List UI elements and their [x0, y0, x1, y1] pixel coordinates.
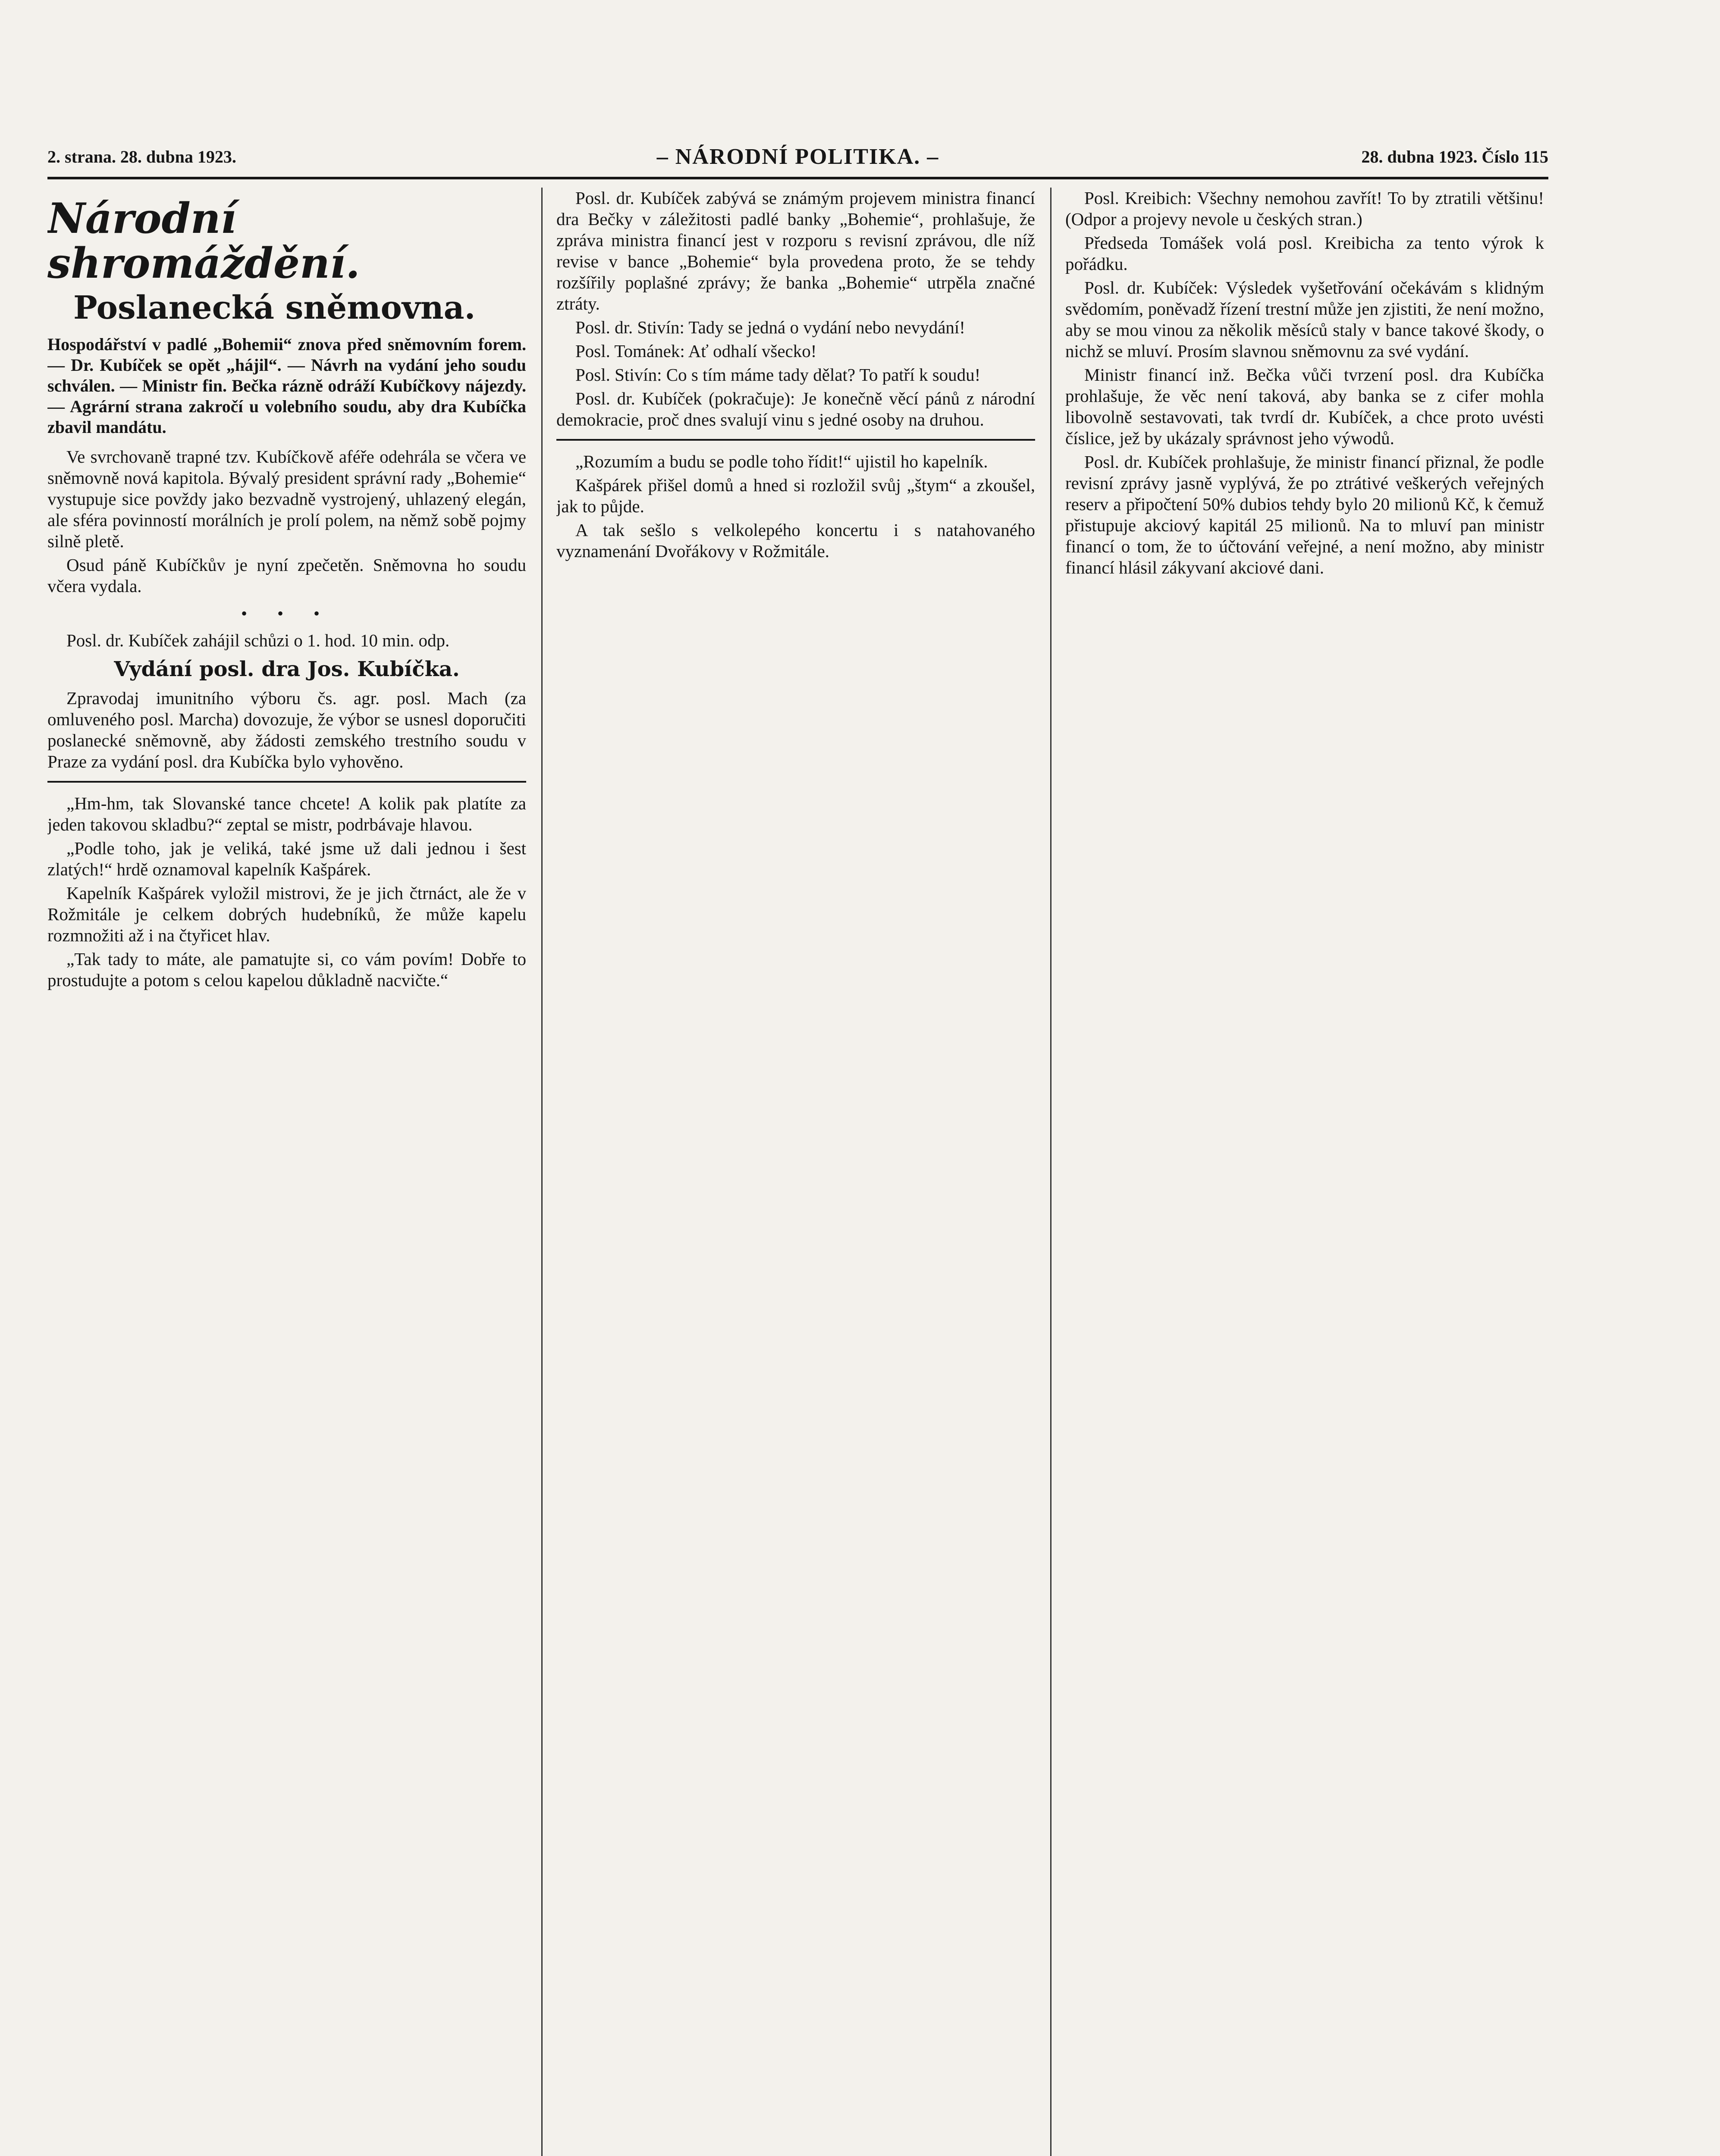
masthead — [47, 129, 1548, 179]
paragraph: Posl. dr. Kubíček prohlašuje, že ministr financí přiznal, že podle revisní zprávy jasně vyplývá, že po ztrátivé veškerých veřejných reserv a připočtení 50% dubios tehdy bylo 20 milionů Kč, k čemuž přistupuje akciový kapitál 25 milionů. Na to mluví pan ministr financí o tom, že to účtování veřejné, a není možno, aby ministr financí hlásil zákyvaní akciové dani. — [1065, 452, 1544, 577]
serial-story — [556, 451, 1035, 562]
paragraph: „Rozumím a budu se podle toho řídit!“ ujistil ho kapelník. — [575, 451, 988, 471]
column-1 — [47, 188, 526, 2156]
paragraph: Předseda Tomášek volá posl. Kreibicha za tento výrok k pořádku. — [1065, 233, 1544, 274]
paragraph: „Podle toho, jak je veliká, také jsme už dali jednou i šest zlatých!“ hrdě oznamoval kapelník Kašpárek. — [47, 838, 526, 879]
paragraph: Kapelník Kašpárek vyložil mistrovi, že je jich čtrnáct, ale že v Rožmitále je celkem dobrých hudebníků, že může kapelu rozmnožiti až i na čtyřicet hlav. — [47, 883, 526, 945]
column-2 — [556, 188, 1035, 2156]
paragraph: Posl. dr. Kubíček zahájil schůzi o 1. hod. 10 min. odp. — [66, 630, 450, 650]
divider — [47, 781, 526, 783]
paragraph: Ve svrchovaně trapné tzv. Kubíčkově aféře odehrála se včera ve sněmovně nová kapitola. Bývalý president správní rady „Bohemie“ vystupuje sice povždy jako bezvadně vystrojený, uhlazený elegán, ale sféra povinností morálních je prolí polem, na němž sobě pojmy silně pletě. — [47, 447, 526, 551]
divider — [556, 439, 1035, 441]
column-rule — [1050, 188, 1051, 2156]
issue-number: 28. dubna 1923. Číslo 115 — [1361, 147, 1548, 166]
page-date-left: 2. strana. 28. dubna 1923. — [47, 147, 236, 166]
article-subhead: Poslanecká sněmovna. — [73, 289, 476, 326]
separator: • • • — [241, 604, 333, 623]
paragraph: A tak sešlo s velkolepého koncertu i s natahovaného vyznamenání Dvořákovy v Rožmitále. — [556, 520, 1035, 561]
column-rule — [541, 188, 543, 2156]
paragraph: „Tak tady to máte, ale pamatujte si, co vám povím! Dobře to prostudujte a potom s celou kapelou důkladně nacvičte.“ — [47, 949, 526, 990]
paragraph: „Hm-hm, tak Slovanské tance chcete! A kolik pak platíte za jeden takovou skladbu?“ zeptal se mistr, podrbávaje hlavou. — [47, 793, 526, 834]
paragraph: Posl. Kreibich: Všechny nemohou zavřít! To by ztratili většinu! (Odpor a projevy nevole u českých stran.) — [1065, 188, 1544, 229]
paragraph: Posl. Tománek: Ať odhalí všecko! — [575, 341, 817, 361]
newspaper-page — [47, 129, 1548, 2156]
paragraph: Posl. dr. Kubíček (pokračuje): Je konečně věcí pánů z národní demokracie, proč dnes svalují vinu s jedné osoby na druhou. — [556, 389, 1035, 429]
paragraph: Posl. dr. Kubíček: Výsledek vyšetřování očekávám s klidným svědomím, poněvadž řízení trestní může jen zjistiti, že není možno, aby se mou vinou za několik měsíců staly v bance takové škody, o nichž se mluví. Prosím slavnou sněmovnu za své vydání. — [1065, 278, 1544, 361]
paragraph: Kašpárek přišel domů a hned si rozložil svůj „štym“ a zkoušel, jak to půjde. — [556, 475, 1035, 516]
paragraph: Posl. Stivín: Co s tím máme tady dělat? To patří k soudu! — [575, 365, 981, 385]
paragraph: Osud páně Kubíčkův je nyní zpečetěn. Sněmovna ho soudu včera vydala. — [47, 555, 526, 596]
serial-story — [47, 793, 526, 991]
paragraph: Ministr financí inž. Bečka vůči tvrzení posl. dra Kubíčka prohlašuje, že věc není taková, aby banka se z cifer mohla libovolně sestavovati, tak tvrdí dr. Kubíček, a chce proto uvésti číslice, jež by ukázaly správnost jeho výwodů. — [1065, 365, 1544, 448]
section-title: Vydání posl. dra Jos. Kubíčka. — [114, 657, 460, 681]
paragraph: Zpravodaj imunitního výboru čs. agr. posl. Mach (za omluveného posl. Marcha) dovozuje, že výbor se usnesl doporučiti poslanecké sněmovně, aby žádosti zemského trestního soudu v Praze za vydání posl. dra Kubíčka bylo vyhověno. — [47, 688, 526, 771]
article-headline: Národní shromáždění. — [47, 194, 360, 288]
paragraph: Posl. dr. Stivín: Tady se jedná o vydání nebo nevydání! — [575, 317, 965, 337]
newspaper-title: – NÁRODNÍ POLITIKA. – — [656, 144, 939, 169]
article-lead: Hospodářství v padlé „Bohemii“ znova před sněmovním forem. — Dr. Kubíček se opět „hájil“. — Návrh na vydání jeho soudu schválen. — Ministr fin. Bečka rázně odráží Kubíčkovy nájezdy. — Agrární strana zakročí u volebního soudu, aby dra Kubíčka zbavil mandátu. — [47, 335, 526, 437]
paragraph: Posl. dr. Kubíček zabývá se známým projevem ministra financí dra Bečky v záležitosti padlé banky „Bohemie“, prohlašuje, že zpráva ministra financí jest v rozporu s revisní zprávou, dle níž revise v bance „Bohemie“ byla provedena proto, že se tehdy rozšířily poplašné zprávy; že banka „Bohemie“ utrpěla značné ztráty. — [556, 188, 1035, 313]
column-3 — [1065, 188, 1544, 2156]
